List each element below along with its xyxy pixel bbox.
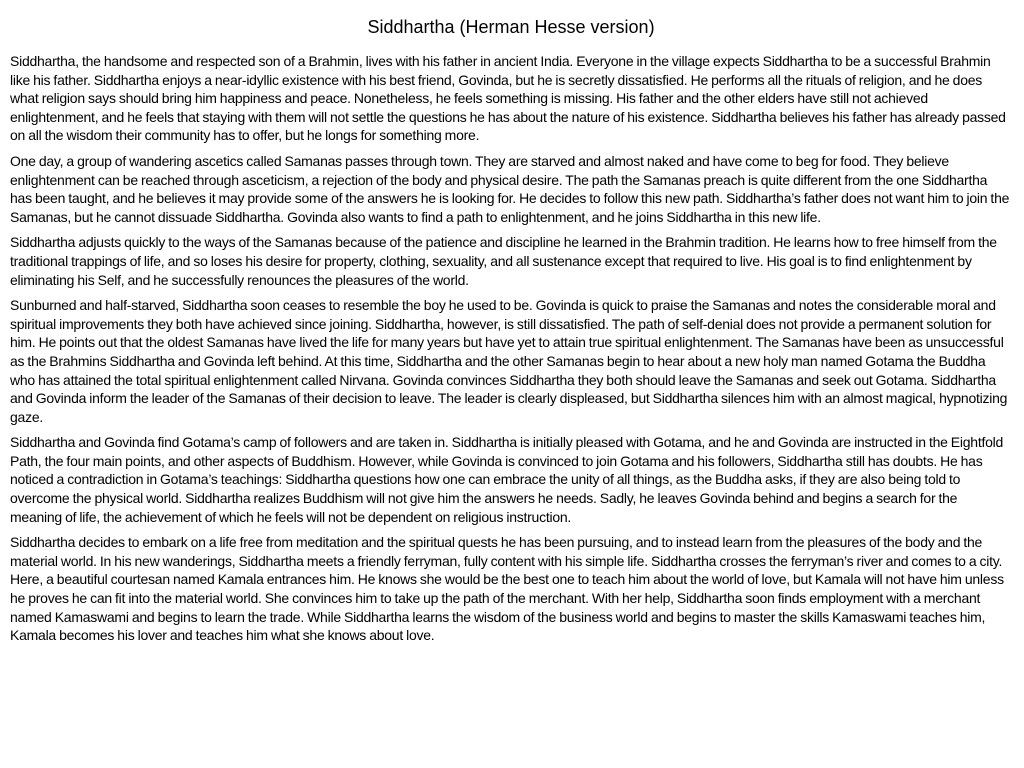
paragraph-4: Sunburned and half-starved, Siddhartha soon ceases to resemble the boy he used to be. Govinda is quick to praise the Samanas and notes the considerable moral and spiritual improvements they both have achieved since joining. Siddhartha, however, is still dissatisfied. The path of self-denial does not provide a permanent solution for him. He points out that the oldest Samanas have lived the life for many years but have yet to attain true spiritual enlightenment. The Samanas have been as unsuccessful as the Brahmins Siddhartha and Govinda left behind. At this time, Siddhartha and the other Samanas begin to hear about a new holy man named Gotama the Buddha who has attained the total spiritual enlightenment called Nirvana. Govinda convinces Siddhartha they both should leave the Samanas and seek out Gotama. Siddhartha and Govinda inform the leader of the Samanas of their decision to leave. The leader is clearly displeased, but Siddhartha silences him with an almost magical, hypnotizing gaze.	[10, 297, 1008, 425]
document-title: Siddhartha (Herman Hesse version)	[367, 17, 655, 37]
paragraph-5: Siddhartha and Govinda find Gotama’s camp of followers and are taken in. Siddhartha is initially pleased with Gotama, and he and Govinda are instructed in the Eightfold Path, the four main points, and other aspects of Buddhism. However, while Govinda is convinced to join Gotama and his followers, Siddhartha still has doubts. He has noticed a contradiction in Gotama’s teachings: Siddhartha questions how one can embrace the unity of all things, as the Buddha asks, if they are also being told to overcome the physical world. Siddhartha realizes Buddhism will not give him the answers he needs. Sadly, he leaves Govinda behind and begins a search for the meaning of life, the achievement of which he feels will not be dependent on religious instruction.	[10, 434, 1004, 525]
paragraph-2: One day, a group of wandering ascetics called Samanas passes through town. They are starved and almost naked and have come to beg for food. They believe enlightenment can be reached through asceticism, a rejection of the body and physical desire. The path the Samanas preach is quite different from the one Siddhartha has been taught, and he believes it may provide some of the answers he is looking for. He decides to follow this new path. Siddhartha’s father does not want him to join the Samanas, but he cannot dissuade Siddhartha. Govinda also wants to find a path to enlightenment, and he joins Siddhartha in this new life.	[10, 152, 1010, 225]
paragraph-1: Siddhartha, the handsome and respected son of a Brahmin, lives with his father in ancient India. Everyone in the village expects Siddhartha to be a successful Brahmin like his father. Siddhartha enjoys a near-idyllic existence with his best friend, Govinda, but he is secretly dissatisfied. He performs all the rituals of religion, and he does what religion says should bring him happiness and peace. Nonetheless, he feels something is missing. His father and the other elders have still not achieved enlightenment, and he feels that staying with them will not settle the questions he has about the nature of his existence. Siddhartha believes his father has already passed on all the wisdom their community has to offer, but he longs for something more.	[10, 53, 1006, 144]
paragraph-3: Siddhartha adjusts quickly to the ways of the Samanas because of the patience and discipline he learned in the Brahmin tradition. He learns how to free himself from the traditional trappings of life, and so loses his desire for property, clothing, sexuality, and all sustenance except that required to live. His goal is to find enlightenment by eliminating his Self, and he successfully renounces the pleasures of the world.	[10, 234, 997, 288]
paragraph-6: Siddhartha decides to embark on a life free from meditation and the spiritual quests he has been pursuing, and to instead learn from the pleasures of the body and the material world. In his new wanderings, Siddhartha meets a friendly ferryman, fully content with his simple life. Siddhartha crosses the ferryman’s river and comes to a city. Here, a beautiful courtesan named Kamala entrances him. He knows she would be the best one to teach him about the world of love, but Kamala will not have him unless he proves he can fit into the material world. She convinces him to take up the path of the merchant. With her help, Siddhartha soon finds employment with a merchant named Kamaswami and begins to learn the trade. While Siddhartha learns the wisdom of the business world and begins to master the skills Kamaswami teaches him, Kamala becomes his lover and teaches him what she knows about love.	[10, 534, 1004, 644]
